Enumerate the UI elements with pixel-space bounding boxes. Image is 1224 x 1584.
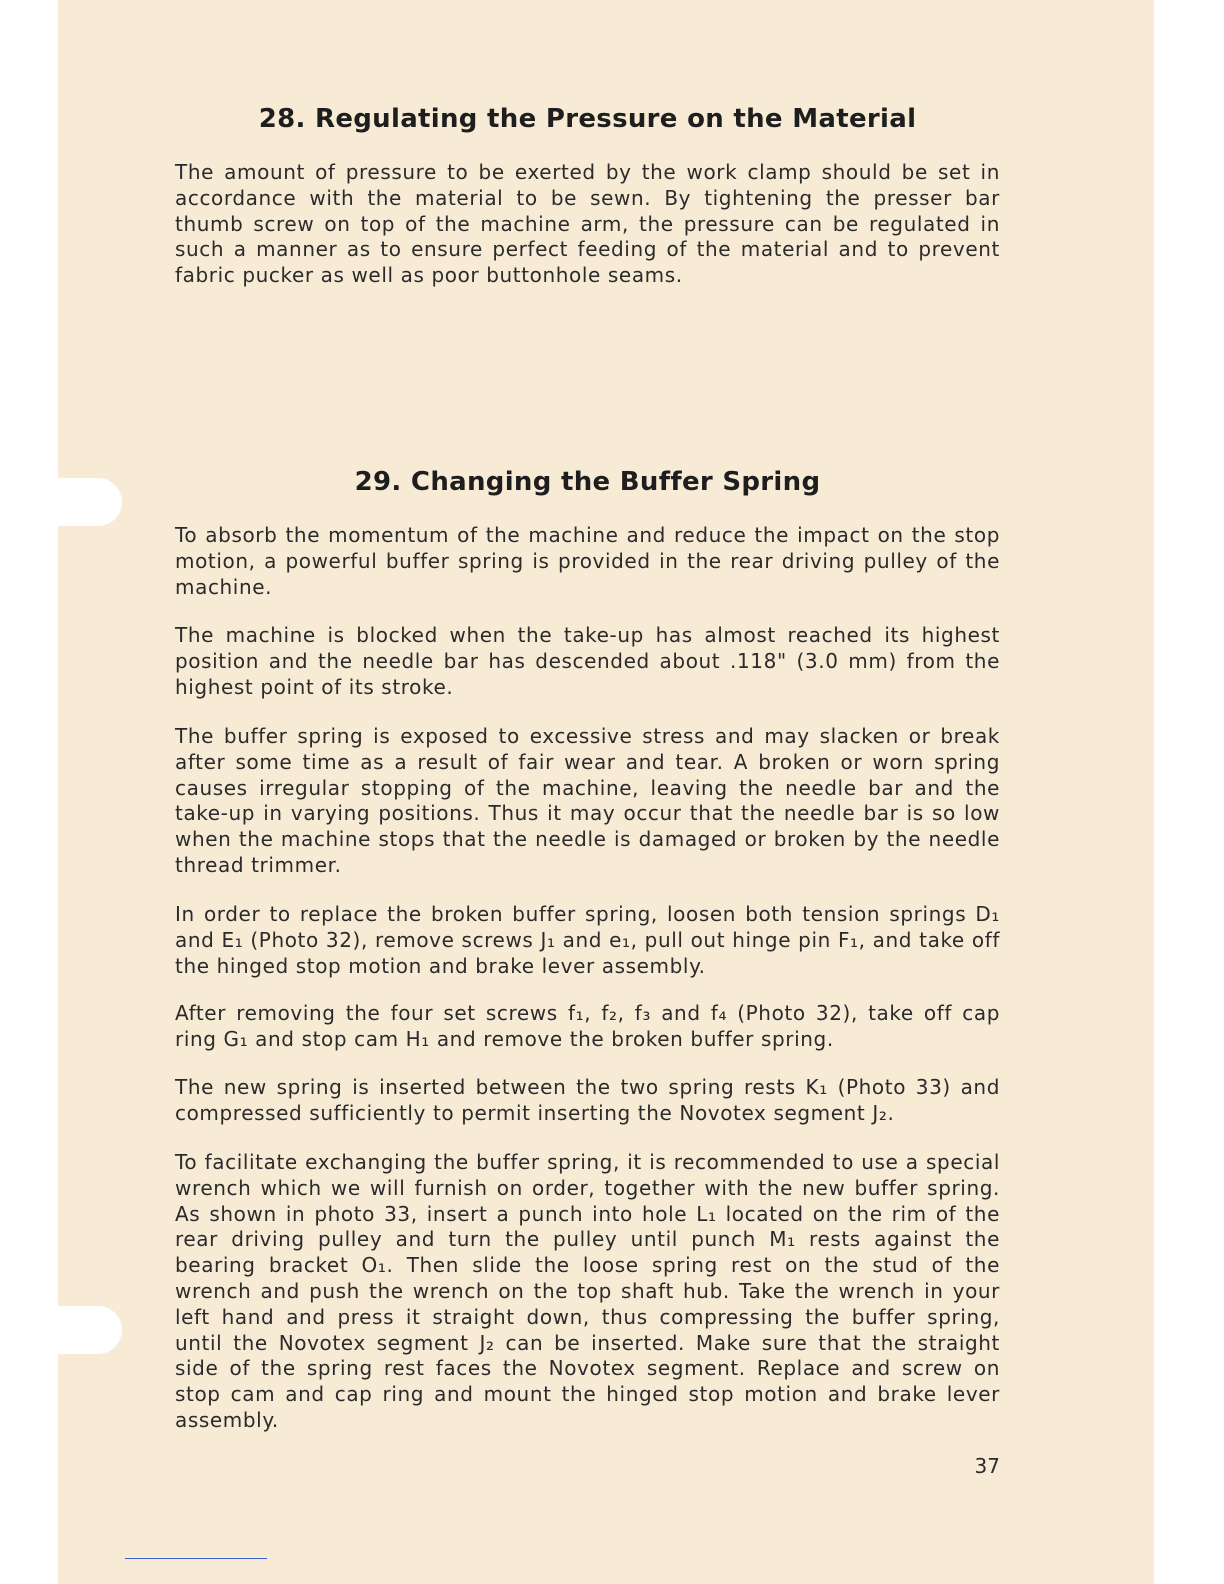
section-28-heading: 28. Regulating the Pressure on the Material: [258, 104, 917, 134]
scan-artifact-line: [125, 1558, 267, 1559]
section-29-paragraph-7: To facilitate exchanging the buffer spring, it is recommended to use a special wrench which we will furnish on order, together with the new buffer spring. As shown in photo 33, insert a punch into hole L₁ located on the rim of the rear driving pulley and turn the pulley until punch M₁ rests against the bearing bracket O₁. Then slide the loose spring rest on the stud of the wrench and push the wrench on the top shaft hub. Take the wrench in your left hand and press it straight down, thus compressing the buffer spring, until the Novotex segment J₂ can be inserted. Make sure that the straight side of the spring rest faces the Novotex segment. Replace and screw on stop cam and cap ring and mount the hinged stop motion and brake lever assembly.: [175, 1150, 1000, 1432]
page-number: 37: [974, 1454, 1000, 1478]
section-29-paragraph-4: In order to replace the broken buffer spring, loosen both tension springs D₁ and E₁ (Photo 32), remove screws J₁ and e₁, pull out hinge pin F₁, and take off the hinged stop motion and brake lever assembly.: [175, 902, 1000, 978]
section-29-paragraph-1: To absorb the momentum of the machine and reduce the impact on the stop motion, a powerful buffer spring is provided in the rear driving pulley of the machine.: [175, 523, 1000, 599]
section-29-paragraph-6: The new spring is inserted between the two spring rests K₁ (Photo 33) and compressed sufficiently to permit inserting the Novotex segment J₂.: [175, 1075, 1000, 1125]
section-28-paragraph-1: The amount of pressure to be exerted by the work clamp should be set in accordance with the material to be sewn. By tightening the presser bar thumb screw on top of the machine arm, the pressure can be regulated in such a manner as to ensure perfect feeding of the material and to prevent fabric pucker as well as poor buttonhole seams.: [175, 160, 1000, 288]
punch-hole-bottom: [58, 1306, 122, 1354]
section-29-paragraph-2: The machine is blocked when the take-up has almost reached its highest position and the needle bar has descended about .118" (3.0 mm) from the highest point of its stroke.: [175, 623, 1000, 699]
section-29-heading: 29. Changing the Buffer Spring: [354, 467, 821, 497]
section-29-paragraph-3: The buffer spring is exposed to excessive stress and may slacken or break after some time as a result of fair wear and tear. A broken or worn spring causes irregular stopping of the machine, leaving the needle bar and the take-up in varying positions. Thus it may occur that the needle bar is so low when the machine stops that the needle is damaged or broken by the needle thread trimmer.: [175, 724, 1000, 877]
punch-hole-top: [58, 478, 122, 526]
section-29-paragraph-5: After removing the four set screws f₁, f₂, f₃ and f₄ (Photo 32), take off cap ring G₁ and stop cam H₁ and remove the broken buffer spring.: [175, 1001, 1000, 1051]
